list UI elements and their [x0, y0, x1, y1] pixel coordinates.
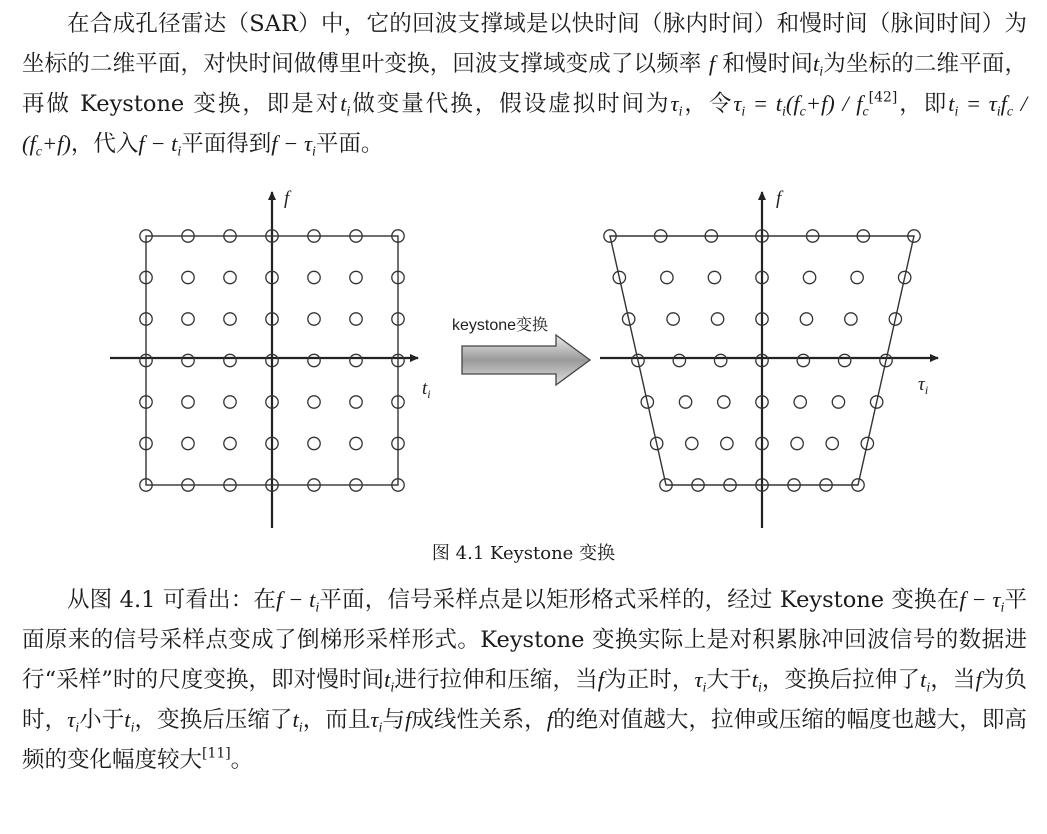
right-sample-point: [845, 313, 857, 325]
right-sample-point: [686, 437, 698, 449]
right-sample-point: [832, 396, 844, 408]
left-sample-point: [308, 354, 320, 366]
right-sample-point: [714, 354, 726, 366]
citation-11: [11]: [202, 745, 231, 762]
left-sample-point: [308, 437, 320, 449]
right-sample-point: [851, 271, 863, 283]
left-sample-point: [308, 396, 320, 408]
keystone-figure: [0, 180, 1047, 535]
left-sample-point: [224, 354, 236, 366]
left-sample-point: [350, 437, 362, 449]
right-sample-point: [708, 271, 720, 283]
right-sample-point: [721, 437, 733, 449]
right-sample-point: [679, 396, 691, 408]
right-sample-point: [711, 313, 723, 325]
left-sample-point: [182, 437, 194, 449]
left-sample-point: [182, 354, 194, 366]
left-sample-point: [182, 396, 194, 408]
left-y-axis-label: f: [284, 188, 290, 209]
left-sample-point: [224, 271, 236, 283]
equation-tau: $\tau_i = t_i(f_c+f) / f_c$: [733, 91, 869, 120]
equation-t: $t_i = \tau_if_c / (f_c+f)$: [22, 91, 1027, 160]
keystone-arrow: [452, 316, 590, 385]
right-sample-point: [673, 354, 685, 366]
left-sample-point: [182, 313, 194, 325]
left-x-axis-label: $t_i$: [422, 378, 431, 401]
keystone-arrow-shape: [462, 335, 590, 385]
left-sample-point: [224, 396, 236, 408]
right-grid-panel: [600, 188, 938, 528]
right-sample-point: [797, 354, 809, 366]
right-x-axis-label: $\tau_i$: [918, 374, 929, 397]
left-sample-point: [350, 396, 362, 408]
right-y-axis-label: f: [776, 188, 782, 209]
left-sample-point: [182, 271, 194, 283]
figure-caption: 图 4.1 Keystone 变换: [431, 543, 616, 564]
left-sample-point: [350, 313, 362, 325]
right-sample-point: [803, 271, 815, 283]
left-grid-panel: [110, 188, 431, 528]
right-sample-point: [667, 313, 679, 325]
right-sample-point: [794, 396, 806, 408]
left-sample-point: [308, 313, 320, 325]
paragraph-intro: 在合成孔径雷达（SAR）中，它的回波支撑域是以快时间（脉内时间）和慢时间（脉间时间）为坐标的二维平面，对快时间做傅里叶变换，回波支撑域变成了以频率 f 和慢时间$t_i$为坐标的二维平面，再做 Keystone 变换，即是对$t_i$做变量代换，假设虚拟时间为$\tau_i$，令$\tau_i = t_i(f_c+f) / f_c[42]$，即$t_i = \tau_if_c / (f_c+f)$，代入$f - t_i$平面得到$f - \tau_i$平面。: [22, 11, 1027, 160]
left-sample-point: [308, 271, 320, 283]
keystone-arrow-label: keystone变换: [452, 317, 549, 334]
right-sample-point: [791, 437, 803, 449]
right-sample-point: [661, 271, 673, 283]
paragraph-analysis: 从图 4.1 可看出：在$f - t_i$平面，信号采样点是以矩形格式采样的，经过 Keystone 变换在$f - \tau_i$平面原来的信号采样点变成了倒梯形采样形式。Keystone 变换实际上是对积累脉冲回波信号的数据进行“采样”时的尺度变换，即对慢时间$t_i$进行拉伸和压缩，当f为正时，$\tau_i$大于$t_i$，变换后拉伸了$t_i$，当f为负时，$\tau_i$小于$t_i$，变换后压缩了$t_i$，而且$\tau_i$与f成线性关系，f的绝对值越大，拉伸或压缩的幅度也越大，即高频的变化幅度较大[11]。: [22, 587, 1028, 773]
left-sample-point: [224, 437, 236, 449]
left-sample-point: [350, 354, 362, 366]
citation-42: [42]: [868, 89, 898, 106]
left-sample-point: [350, 271, 362, 283]
right-sample-point: [838, 354, 850, 366]
left-sample-point: [224, 313, 236, 325]
right-sample-point: [826, 437, 838, 449]
right-sample-point: [800, 313, 812, 325]
right-sample-point: [718, 396, 730, 408]
